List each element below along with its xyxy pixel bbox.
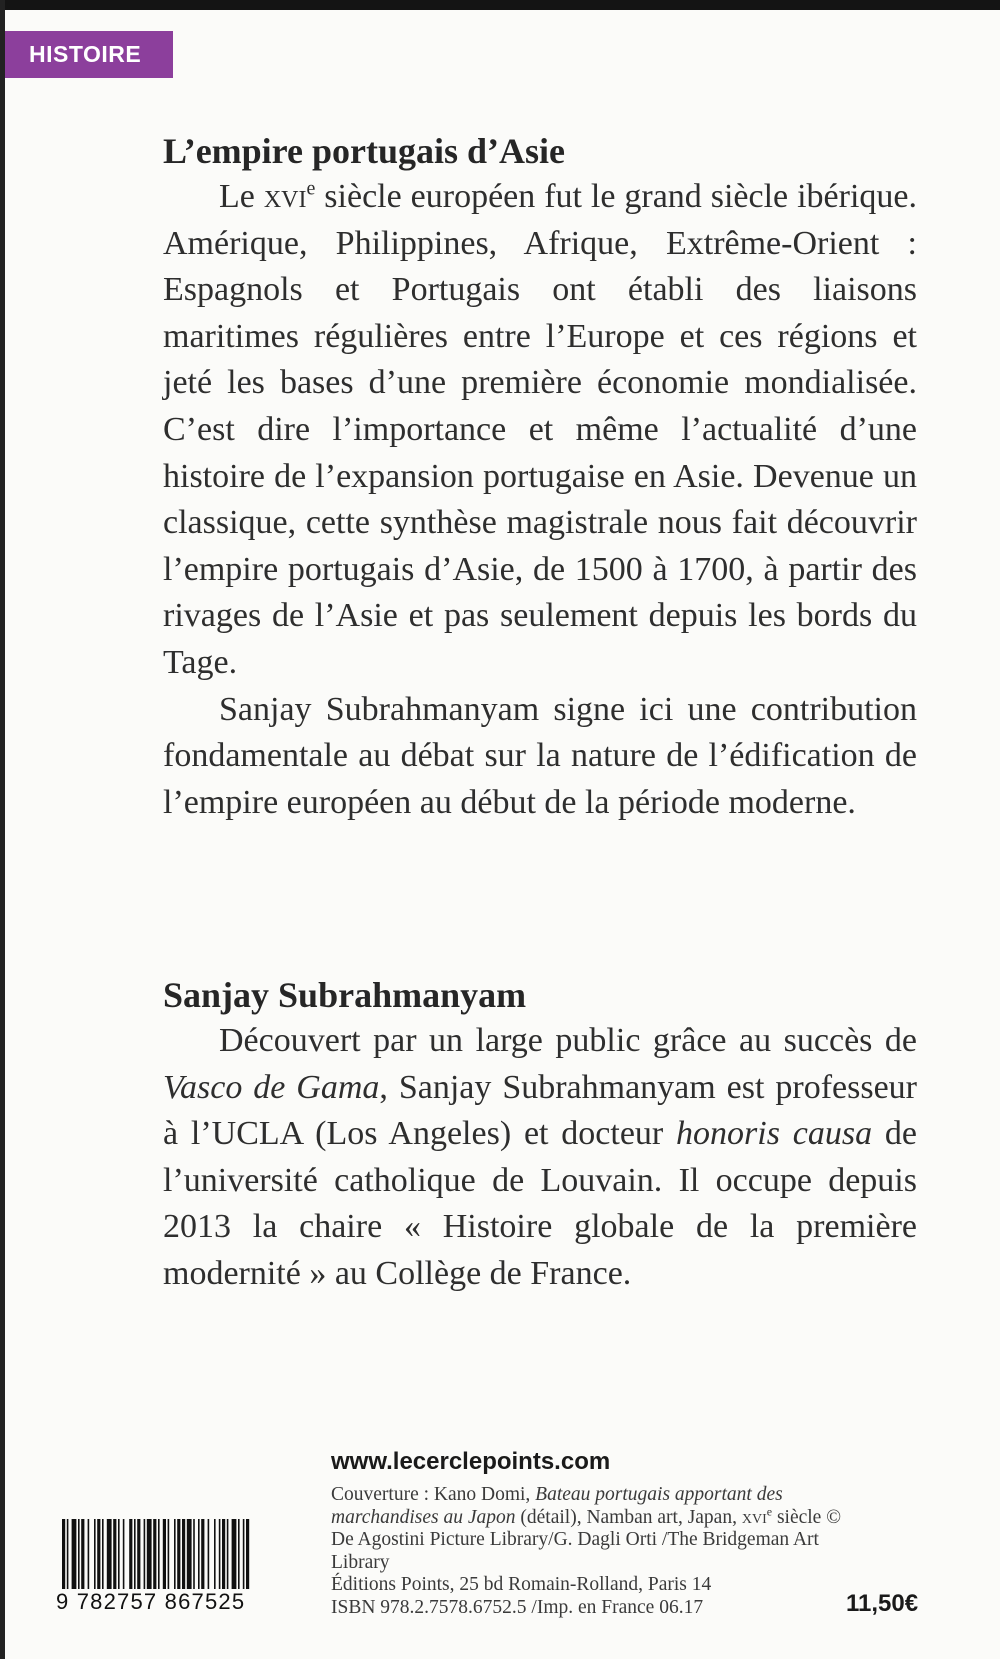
author-bio [163, 1018, 917, 1298]
cover-credit-prefix: Couverture : Kano Domi, [331, 1484, 536, 1505]
p1-prefix: Le [219, 178, 264, 215]
isbn-line: ISBN 978.2.7578.6752.5 /Imp. en France 06.17 [331, 1596, 704, 1618]
publisher-address: Éditions Points, 25 bd Romain-Rolland, Paris 14 [331, 1574, 712, 1596]
publisher-website: www.lecerclepoints.com [331, 1448, 611, 1475]
bio-part-1: Découvert par un large public grâce au succès de [219, 1022, 917, 1059]
century-numeral: xvi [263, 178, 307, 215]
cover-photo-credit: siècle © De Agostini Picture Library/G. Dagli Orti /The Bridgeman Art Library [331, 1506, 842, 1573]
cover-century: xvi [741, 1506, 767, 1528]
century-superscript: e [306, 177, 316, 200]
barcode-number: 9 782757 867525 [54, 1589, 318, 1615]
cover-credit [331, 1484, 851, 1574]
credits-block [331, 1484, 851, 1620]
author-section [163, 972, 917, 1298]
p1-text: siècle européen fut le grand siècle ibérique. Amérique, Philippines, Afrique, Extrême-Orient : Espagnols et Portugais ont établi des liaisons maritimes régulières entre l’Europe et ces régions et jeté les bases d’une première économie mondialisée. C’est dire l’importance et même l’actualité d’une histoire de l’expansion portugaise en Asie. Devenue un classique, cette synthèse magistrale nous fait découvrir l’empire portugais d’Asie, de 1500 à 1700, à partir des rivages de l’Asie et pas seulement depuis les bords du Tage. [163, 178, 917, 681]
book-summary [163, 128, 917, 826]
top-edge [0, 0, 1000, 10]
cover-artwork-title: Bateau portugais apportant des marchandises au Japon [331, 1484, 783, 1528]
summary-paragraph-1 [163, 174, 917, 687]
left-edge [0, 0, 5, 1659]
cover-credit-suffix: (détail), Namban art, Japan, [515, 1506, 742, 1528]
book-reference: Vasco de Gama [163, 1068, 380, 1106]
category-badge: HISTOIRE [5, 31, 173, 78]
cover-century-sup: e [766, 1504, 773, 1519]
author-name: Sanjay Subrahmanyam [163, 975, 527, 1015]
price: 11,50€ [846, 1590, 919, 1617]
summary-paragraph-2: Sanjay Subrahmanyam signe ici une contribution fondamentale au débat sur la nature de l’édification de l’empire européen au début de la période moderne. [163, 690, 917, 821]
bio-part-3: de l’université catholique de Louvain. Il occupe depuis 2013 la chaire « Histoire globale de la première modernité » au Collège de France. [163, 1115, 917, 1292]
book-title: L’empire portugais d’Asie [163, 131, 566, 171]
bio-part-2: , Sanjay Subrahmanyam est professeur à l’UCLA (Los Angeles) et docteur [163, 1068, 917, 1153]
honoris-causa: honoris causa [676, 1115, 873, 1153]
